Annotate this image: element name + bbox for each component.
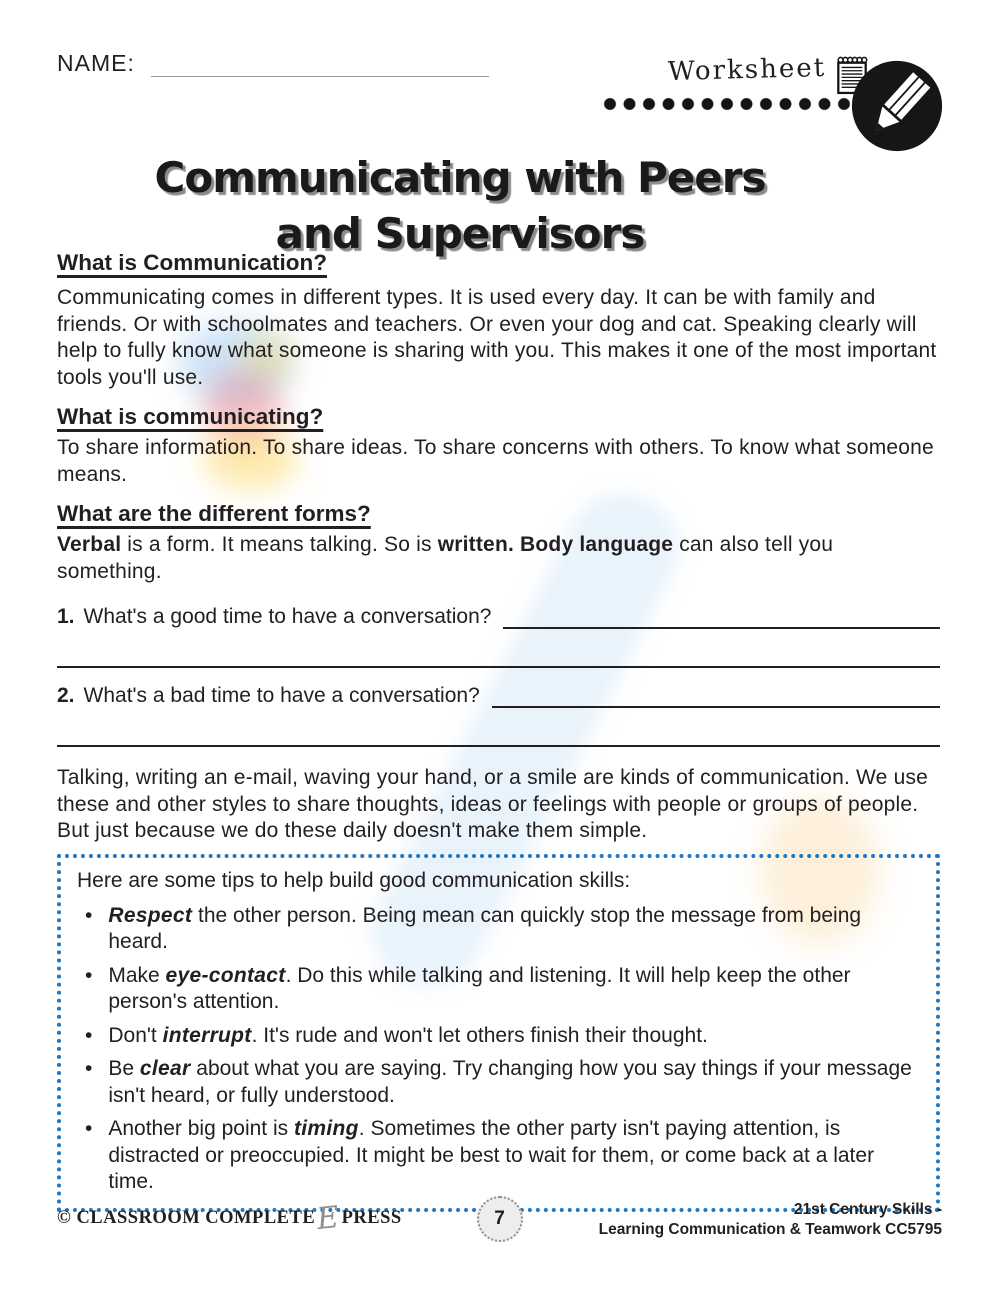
worksheet-tag bbox=[667, 52, 869, 100]
tip-item-respect bbox=[77, 903, 920, 956]
bold-written-body-language: written. Body language bbox=[437, 533, 674, 556]
bullet-icon: • bbox=[85, 963, 93, 987]
section-heading-communicating: What is communicating? bbox=[57, 404, 324, 429]
tips-list bbox=[77, 903, 920, 1196]
publisher-logo: E bbox=[315, 1199, 342, 1237]
page-title-line2: and Supervisors bbox=[275, 209, 645, 259]
question-row-2 bbox=[57, 684, 940, 708]
page-title bbox=[0, 150, 920, 262]
answer-line-1[interactable] bbox=[503, 605, 940, 629]
question-number-2: 2. bbox=[57, 684, 75, 707]
copyright: © CLASSROOM COMPLETE E PRESS bbox=[57, 1199, 402, 1237]
section-body-communicating: To share information. To share ideas. To share concerns with others. To know what someone means. bbox=[57, 436, 934, 486]
bold-verbal: Verbal bbox=[57, 533, 122, 556]
tip-text: Make eye-contact. Do this while talking and listening. It will help keep the other person's attention. bbox=[108, 963, 851, 1013]
question-text-1: What's a good time to have a conversation? bbox=[83, 605, 492, 628]
answer-line-2[interactable] bbox=[492, 684, 940, 708]
answer-line-1-continued[interactable] bbox=[57, 666, 940, 668]
name-label: NAME: bbox=[57, 50, 135, 76]
tip-text: Respect the other person. Being mean can quickly stop the message from being heard. bbox=[108, 903, 862, 953]
tip-item-interrupt bbox=[77, 1023, 920, 1050]
question-number-1: 1. bbox=[57, 605, 75, 628]
tip-item-timing bbox=[77, 1116, 920, 1196]
worksheet-label: Worksheet bbox=[667, 52, 827, 88]
tip-text: Another big point is timing. Sometimes the other party isn't paying attention, is distracted or preoccupied. It might be best to wait for them, or come back at a later time. bbox=[108, 1117, 875, 1193]
bullet-icon: • bbox=[85, 1023, 93, 1047]
bullet-icon: • bbox=[85, 1117, 93, 1140]
footer bbox=[57, 1200, 942, 1240]
pencil-badge bbox=[851, 60, 943, 152]
page-number-badge: 7 bbox=[477, 1196, 523, 1242]
section-body-communication: Communicating comes in different types. It is used every day. It can be with family and friends. Or with schoolmates and teachers. Or even your dog and cat. Speaking clearly will help to fully know what someone is sharing with you. This makes it one of the most important tools you'll use. bbox=[57, 286, 937, 389]
series-line2: Learning Communication & Teamwork CC5795 bbox=[598, 1221, 942, 1238]
name-row bbox=[57, 50, 489, 77]
series-title bbox=[599, 1200, 942, 1240]
question-row-1 bbox=[57, 605, 940, 629]
forms-text-2: can also tell you something. bbox=[57, 533, 834, 583]
name-blank-line[interactable] bbox=[151, 52, 489, 77]
bullet-icon: • bbox=[85, 1057, 93, 1080]
tip-text: Be clear about what you are saying. Try changing how you say things if your message isn't heard, or fully understood. bbox=[108, 1057, 912, 1107]
section-body-forms bbox=[57, 532, 940, 585]
paragraph-after-questions: Talking, writing an e-mail, waving your hand, or a smile are kinds of communication. We use these and other styles to share thoughts, ideas or feelings with people or groups of people. But just because we do these daily doesn't make them simple. bbox=[57, 766, 929, 842]
series-line1: 21st Century Skills - bbox=[793, 1201, 942, 1218]
worksheet-content bbox=[57, 250, 940, 1212]
tip-item-eye-contact bbox=[77, 963, 920, 1016]
section-heading-communication: What is Communication? bbox=[57, 250, 327, 275]
tips-box bbox=[57, 854, 940, 1212]
answer-line-2-continued[interactable] bbox=[57, 745, 940, 747]
page-title-line1: Communicating with Peers bbox=[154, 153, 766, 203]
dotted-divider bbox=[603, 96, 853, 111]
tip-item-clear bbox=[77, 1056, 920, 1109]
forms-text-1: is a form. It means talking. So is bbox=[121, 533, 438, 556]
tip-text: Don't interrupt. It's rude and won't let others finish their thought. bbox=[108, 1023, 708, 1047]
section-heading-forms: What are the different forms? bbox=[57, 501, 371, 526]
question-text-2: What's a bad time to have a conversation? bbox=[83, 684, 480, 707]
bullet-icon: • bbox=[85, 903, 93, 927]
tips-intro: Here are some tips to help build good communication skills: bbox=[77, 868, 631, 892]
